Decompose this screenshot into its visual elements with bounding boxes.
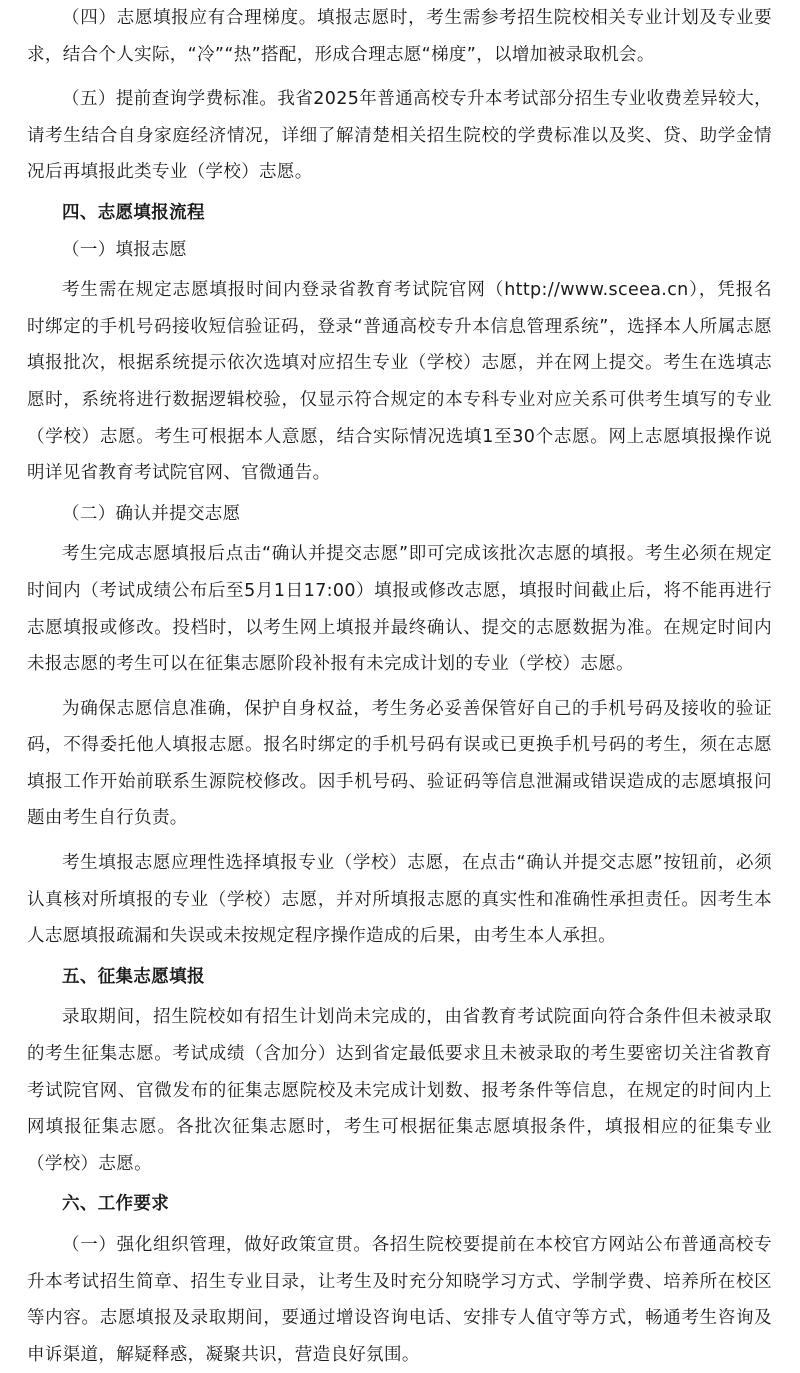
paragraph-tuition: （五）提前查询学费标准。我省2025年普通高校专升本考试部分招生专业收费差异较大，请考生结合自身家庭经济情况，详细了解清楚相关招生院校的学费标准以及奖、贷、助学金情况后再填报此类专业（学校）志愿。 bbox=[27, 89, 772, 183]
paragraph-confirm: 考生完成志愿填报后点击“确认并提交志愿”即可完成该批次志愿的填报。考生必须在规定时间内（考试成绩公布后至5月1日17:00）填报或修改志愿，填报时间截止后，将不能再进行志愿填报或修改。投档时，以考生网上填报并最终确认、提交的志愿数据为准。在规定时间内未报志愿的考生可以在征集志愿阶段补报有未完成计划的专业（学校）志愿。 bbox=[27, 544, 772, 675]
paragraph-fill: 考生需在规定志愿填报时间内登录省教育考试院官网（http://www.sceea.cn），凭报名时绑定的手机号码接收短信验证码，登录“普通高校专升本信息管理系统”，选择本人所属志愿填报批次，根据系统提示依次选填对应招生专业（学校）志愿，并在网上提交。考生在选填志愿时，系统将进行数据逻辑校验，仅显示符合规定的本专科专业对应关系可供考生填写的专业（学校）志愿。考生可根据本人意愿，结合实际情况选填1至30个志愿。网上志愿填报操作说明详见省教育考试院官网、官微通告。 bbox=[27, 280, 772, 484]
heading-section-six: 六、工作要求 bbox=[62, 1194, 170, 1215]
paragraph-collect: 录取期间，招生院校如有招生计划尚未完成的，由省教育考试院面向符合条件但未被录取的考生征集志愿。考试成绩（含加分）达到省定最低要求且未被录取的考生要密切关注省教育考试院官网、官微发布的征集志愿院校及未完成计划数、报考条件等信息，在规定的时间内上网填报征集志愿。各批次征集志愿时，考生可根据征集志愿填报条件，填报相应的征集专业（学校）志愿。 bbox=[27, 1007, 772, 1174]
heading-section-five: 五、征集志愿填报 bbox=[62, 966, 205, 987]
subheading-confirm: （二）确认并提交志愿 bbox=[62, 503, 241, 524]
paragraph-gradient: （四）志愿填报应有合理梯度。填报志愿时，考生需参考招生院校相关专业计划及专业要求，结合个人实际，“冷”“热”搭配，形成合理志愿“梯度”，以增加被录取机会。 bbox=[27, 8, 772, 65]
paragraph-work-one: （一）强化组织管理，做好政策宣贯。各招生院校要提前在本校官方网站公布普通高校专升本考试招生简章、招生专业目录，让考生及时充分知晓学习方式、学制学费、培养所在校区等内容。志愿填报及录取期间，要通过增设咨询电话、安排专人值守等方式，畅通考生咨询及申诉渠道，解疑释惑，凝聚共识，营造良好氛围。 bbox=[27, 1235, 772, 1365]
subheading-fill: （一）填报志愿 bbox=[62, 239, 187, 260]
paragraph-security: 为确保志愿信息准确，保护自身权益，考生务必妥善保管好自己的手机号码及接收的验证码，不得委托他人填报志愿。报名时绑定的手机号码有误或已更换手机号码的考生，须在志愿填报工作开始前联系生源院校修改。因手机号码、验证码等信息泄漏或错误造成的志愿填报问题由考生自行负责。 bbox=[27, 698, 772, 829]
paragraph-rational: 考生填报志愿应理性选择填报专业（学校）志愿，在点击“确认并提交志愿”按钮前，必须认真核对所填报的专业（学校）志愿，并对所填报志愿的真实性和准确性承担责任。因考生本人志愿填报疏漏和失误或未按规定程序操作造成的后果，由考生本人承担。 bbox=[27, 853, 772, 947]
heading-section-four: 四、志愿填报流程 bbox=[62, 202, 205, 223]
